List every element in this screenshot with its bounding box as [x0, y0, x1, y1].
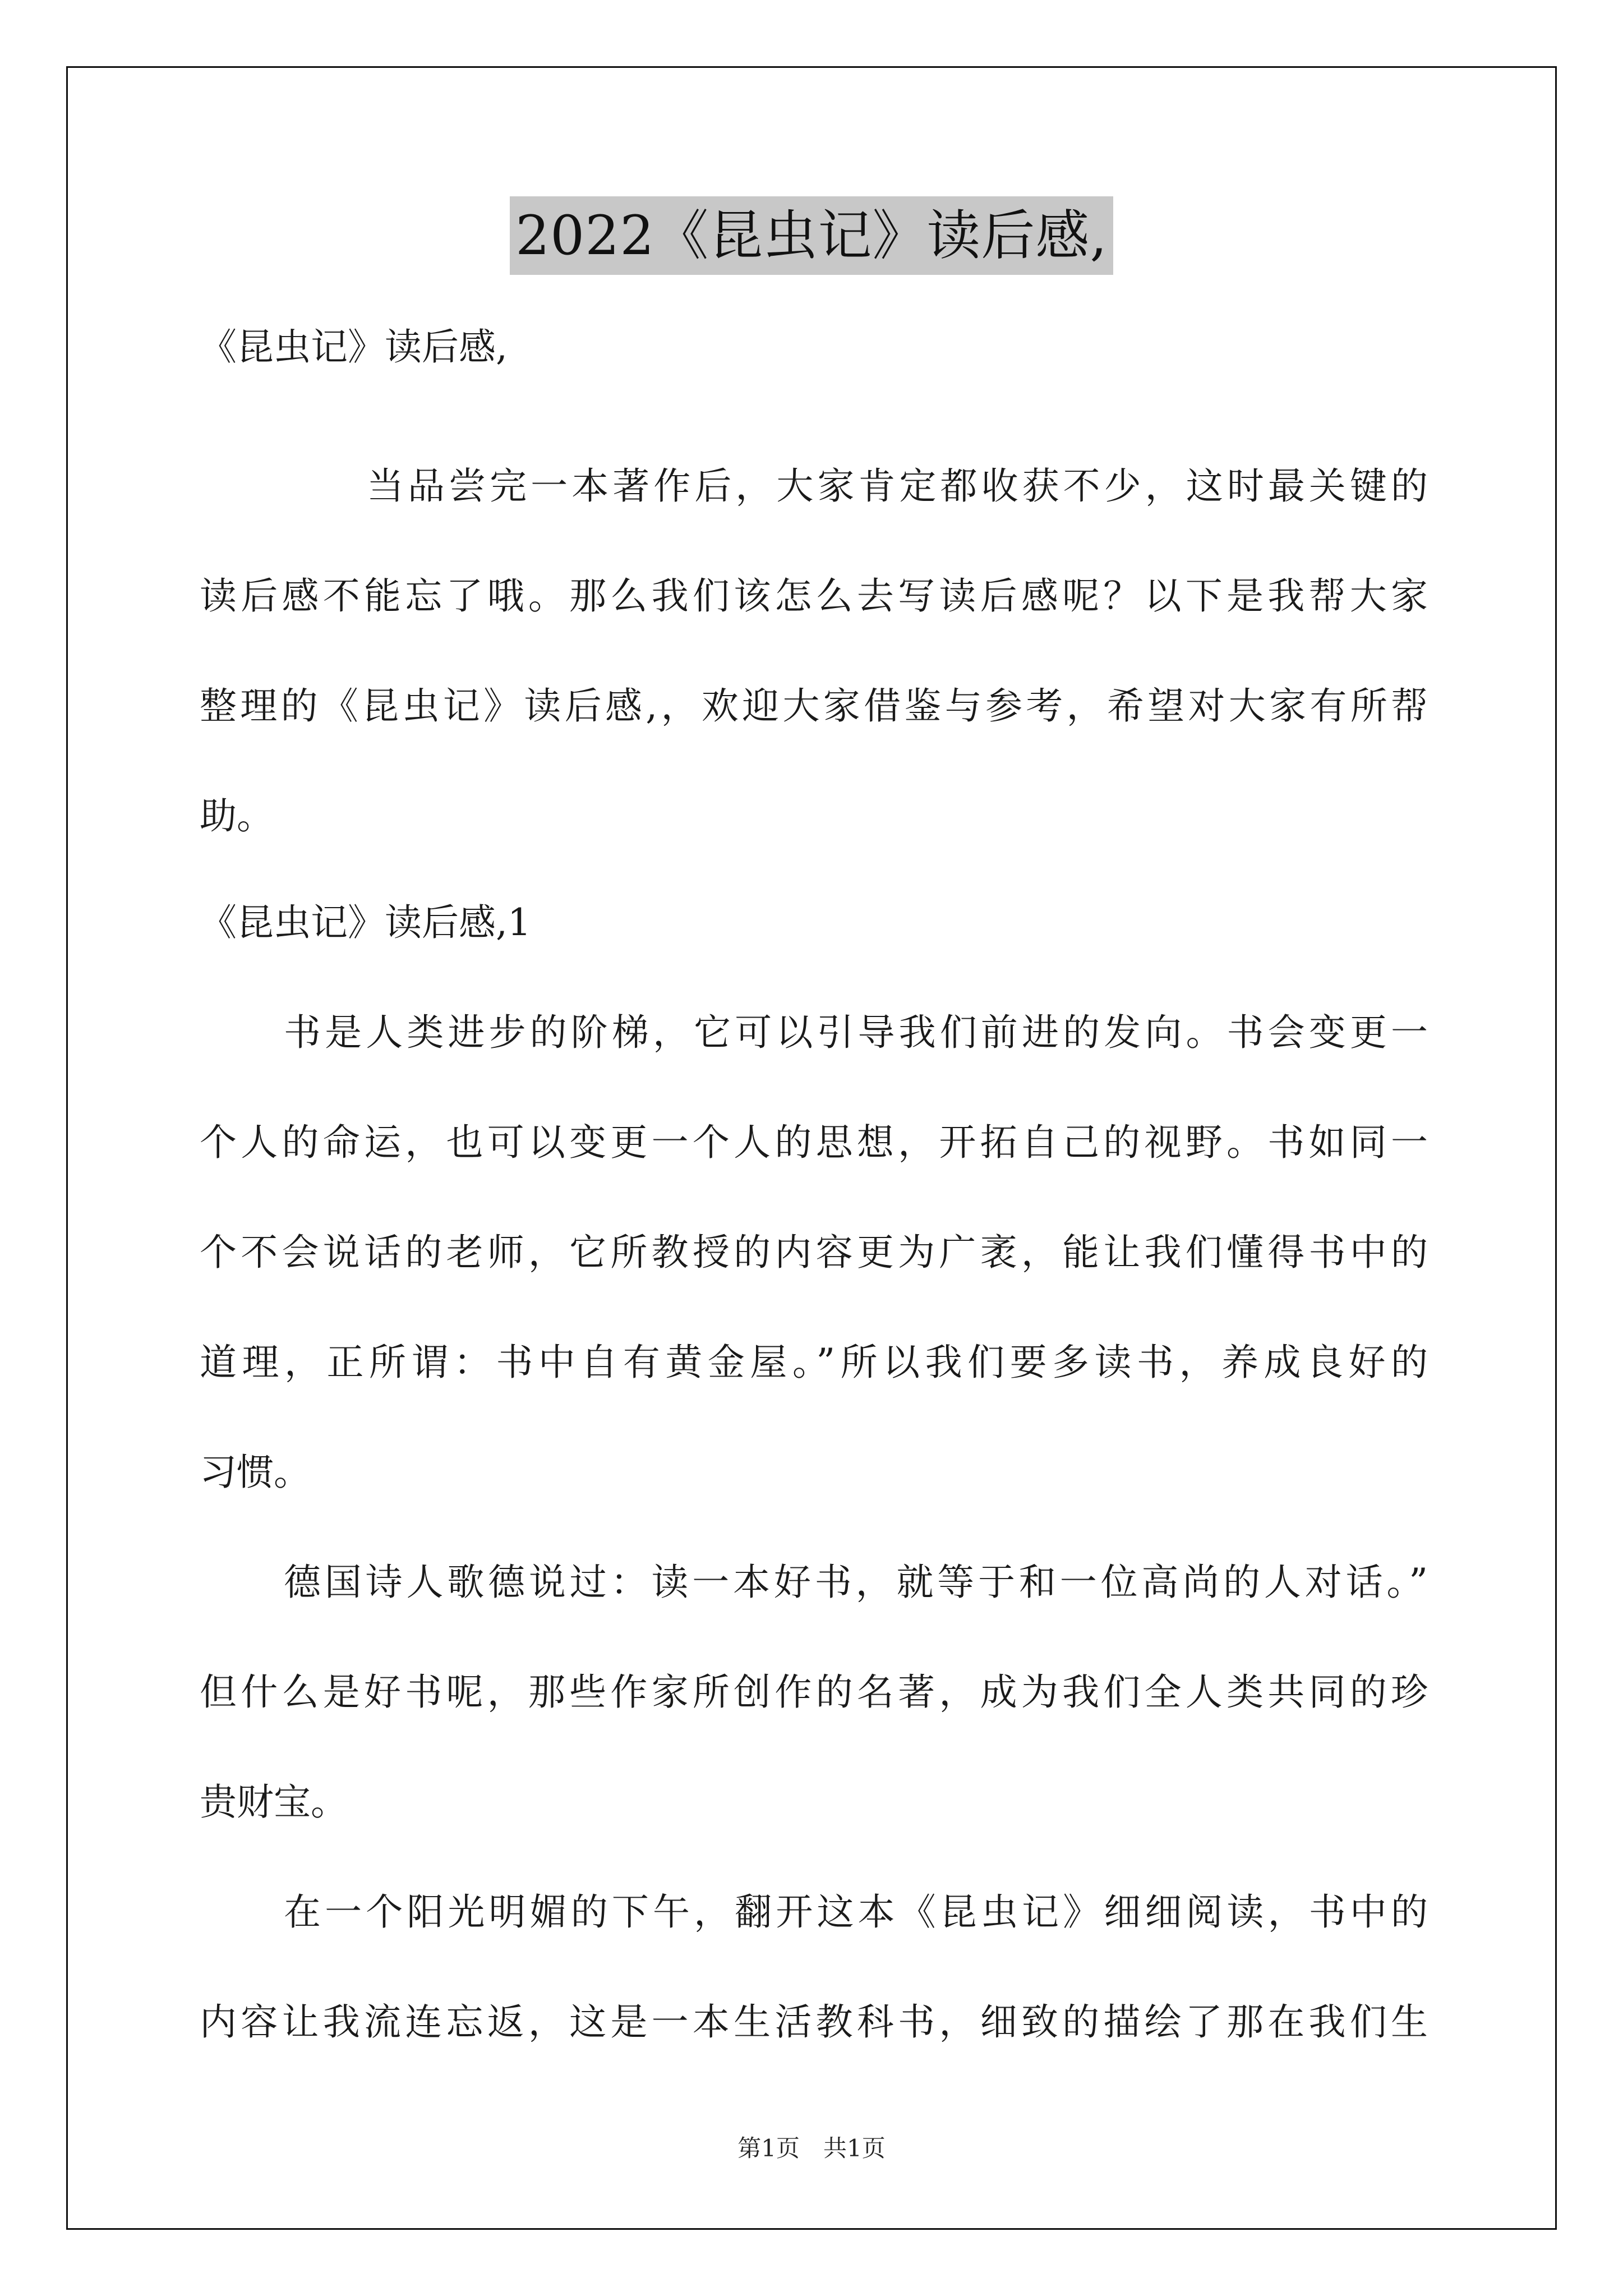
paragraph-line: 个不会说话的老师，它所教授的内容更为广袤，能让我们懂得书中的 — [200, 1231, 1428, 1274]
section-heading: 《昆虫记》读后感,1 — [200, 901, 531, 944]
intro-line: 当品尝完一本著作后，大家肯定都收获不少，这时最关键的 — [367, 464, 1428, 508]
paragraph-line: 道理，正所谓：书中自有黄金屋。”所以我们要多读书，养成良好的 — [200, 1341, 1428, 1384]
intro-line: 读后感不能忘了哦。那么我们该怎么去写读后感呢？以下是我帮大家 — [200, 574, 1428, 618]
paragraph-line: 但什么是好书呢，那些作家所创作的名著，成为我们全人类共同的珍 — [200, 1671, 1428, 1714]
paragraph-line: 内容让我流连忘返，这是一本生活教科书，细致的描绘了那在我们生 — [200, 2000, 1428, 2044]
page-footer: 第1页 共1页 — [737, 2134, 886, 2162]
paragraph-line: 习惯。 — [200, 1451, 311, 1494]
paragraph-line: 在一个阳光明媚的下午，翻开这本《昆虫记》细细阅读，书中的 — [284, 1890, 1428, 1934]
subtitle: 《昆虫记》读后感, — [200, 325, 508, 369]
document-title: 2022《昆虫记》读后感, — [510, 196, 1113, 275]
title-container — [0, 196, 1623, 275]
paragraph-line: 贵财宝。 — [200, 1780, 348, 1824]
paragraph-line: 书是人类进步的阶梯，它可以引导我们前进的发向。书会变更一 — [284, 1011, 1428, 1054]
paragraph-line: 德国诗人歌德说过：读一本好书，就等于和一位高尚的人对话。” — [284, 1561, 1428, 1604]
intro-line: 助。 — [200, 794, 274, 838]
paragraph-line: 个人的命运，也可以变更一个人的思想，开拓自己的视野。书如同一 — [200, 1121, 1428, 1164]
intro-line: 整理的《昆虫记》读后感,，欢迎大家借鉴与参考，希望对大家有所帮 — [200, 684, 1428, 728]
